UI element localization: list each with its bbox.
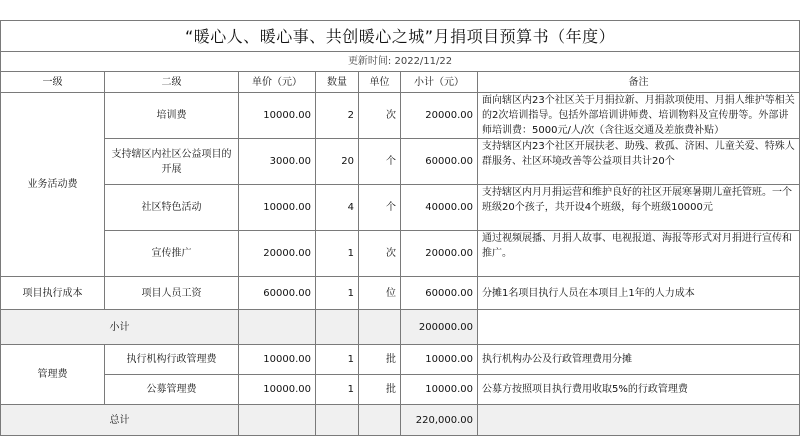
level1-cell[interactable]: 业务活动费 [1,93,105,277]
quantity-cell[interactable]: 1 [316,375,359,405]
unit-price-cell[interactable]: 10000.00 [239,185,316,231]
level2-cell[interactable]: 社区特色活动 [105,185,239,231]
table-row [1,185,800,231]
empty-cell[interactable] [239,310,316,345]
subtotal-cell[interactable]: 40000.00 [401,185,478,231]
header-quantity[interactable]: 数量 [316,72,359,93]
empty-cell[interactable] [359,310,401,345]
unit-cell[interactable]: 次 [359,93,401,139]
unit-price-cell[interactable]: 60000.00 [239,277,316,310]
empty-cell[interactable] [239,405,316,436]
subtotal-cell[interactable]: 60000.00 [401,277,478,310]
total-value[interactable]: 220,000.00 [401,405,478,436]
table-row [1,139,800,185]
level2-cell[interactable]: 公募管理费 [105,375,239,405]
level2-cell[interactable]: 执行机构行政管理费 [105,345,239,375]
table-row [1,93,800,139]
total-label[interactable]: 总计 [1,405,239,436]
subtotal-cell[interactable]: 60000.00 [401,139,478,185]
header-level2[interactable]: 二级 [105,72,239,93]
level2-cell[interactable]: 支持辖区内社区公益项目的开展 [105,139,239,185]
note-cell[interactable]: 公募方按照项目执行费用收取5%的行政管理费 [478,375,800,405]
level1-cell[interactable]: 管理费 [1,345,105,405]
header-row [1,72,800,93]
table-row [1,375,800,405]
empty-cell[interactable] [359,405,401,436]
unit-price-cell[interactable]: 20000.00 [239,231,316,277]
quantity-cell[interactable]: 4 [316,185,359,231]
quantity-cell[interactable]: 1 [316,231,359,277]
title-row [1,21,800,52]
table-row [1,345,800,375]
note-cell[interactable]: 通过视频展播、月捐人故事、电视报道、海报等形式对月捐进行宣传和推广。 [478,231,800,277]
subtotal-cell[interactable]: 20000.00 [401,231,478,277]
note-cell[interactable]: 支持辖区内23个社区开展扶老、助残、救孤、济困、儿童关爱、特殊人群服务、社区环境改善等公益项目共计20个 [478,139,800,185]
table-row [1,277,800,310]
quantity-cell[interactable]: 1 [316,277,359,310]
subtotal-cell[interactable]: 20000.00 [401,93,478,139]
subtotal-cell[interactable]: 10000.00 [401,375,478,405]
subtotal-cell[interactable]: 10000.00 [401,345,478,375]
level1-cell[interactable]: 项目执行成本 [1,277,105,310]
unit-price-cell[interactable]: 3000.00 [239,139,316,185]
update-row [1,52,800,72]
unit-cell[interactable]: 个 [359,185,401,231]
quantity-cell[interactable]: 1 [316,345,359,375]
header-note[interactable]: 备注 [478,72,800,93]
header-subtotal[interactable]: 小计（元） [401,72,478,93]
unit-price-cell[interactable]: 10000.00 [239,345,316,375]
note-cell[interactable]: 分摊1名项目执行人员在本项目上1年的人力成本 [478,277,800,310]
empty-cell[interactable] [316,405,359,436]
budget-sheet [0,20,799,436]
unit-cell[interactable]: 个 [359,139,401,185]
update-time[interactable]: 更新时间: 2022/11/22 [1,52,800,72]
unit-price-cell[interactable]: 10000.00 [239,375,316,405]
unit-cell[interactable]: 批 [359,375,401,405]
level2-cell[interactable]: 宣传推广 [105,231,239,277]
quantity-cell[interactable]: 20 [316,139,359,185]
quantity-cell[interactable]: 2 [316,93,359,139]
note-cell[interactable]: 支持辖区内月月捐运营和维护良好的社区开展寒暑期儿童托管班。一个班级20个孩子，共开设4个班级，每个班级10000元 [478,185,800,231]
level2-cell[interactable]: 项目人员工资 [105,277,239,310]
note-cell[interactable]: 执行机构办公及行政管理费用分摊 [478,345,800,375]
empty-note-cell[interactable] [478,310,800,345]
subtotal-label[interactable]: 小计 [1,310,239,345]
unit-cell[interactable]: 批 [359,345,401,375]
header-level1[interactable]: 一级 [1,72,105,93]
unit-price-cell[interactable]: 10000.00 [239,93,316,139]
table-row [1,231,800,277]
empty-note-cell[interactable] [478,405,800,436]
subtotal-row [1,310,800,345]
subtotal-value[interactable]: 200000.00 [401,310,478,345]
unit-cell[interactable]: 位 [359,277,401,310]
level2-cell[interactable]: 培训费 [105,93,239,139]
budget-table [0,20,800,436]
document-title[interactable]: “暖心人、暖心事、共创暖心之城”月捐项目预算书（年度） [1,21,800,52]
empty-cell[interactable] [316,310,359,345]
note-cell[interactable]: 面向辖区内23个社区关于月捐拉新、月捐款项使用、月捐人维护等相关的2次培训指导。包括外部培训讲师费、培训物料及宣传册等。外部讲师培训费：5000元/人/次（含往返交通及差旅费补贴） [478,93,800,139]
total-row [1,405,800,436]
header-unit[interactable]: 单位 [359,72,401,93]
unit-cell[interactable]: 次 [359,231,401,277]
header-unit-price[interactable]: 单价（元） [239,72,316,93]
